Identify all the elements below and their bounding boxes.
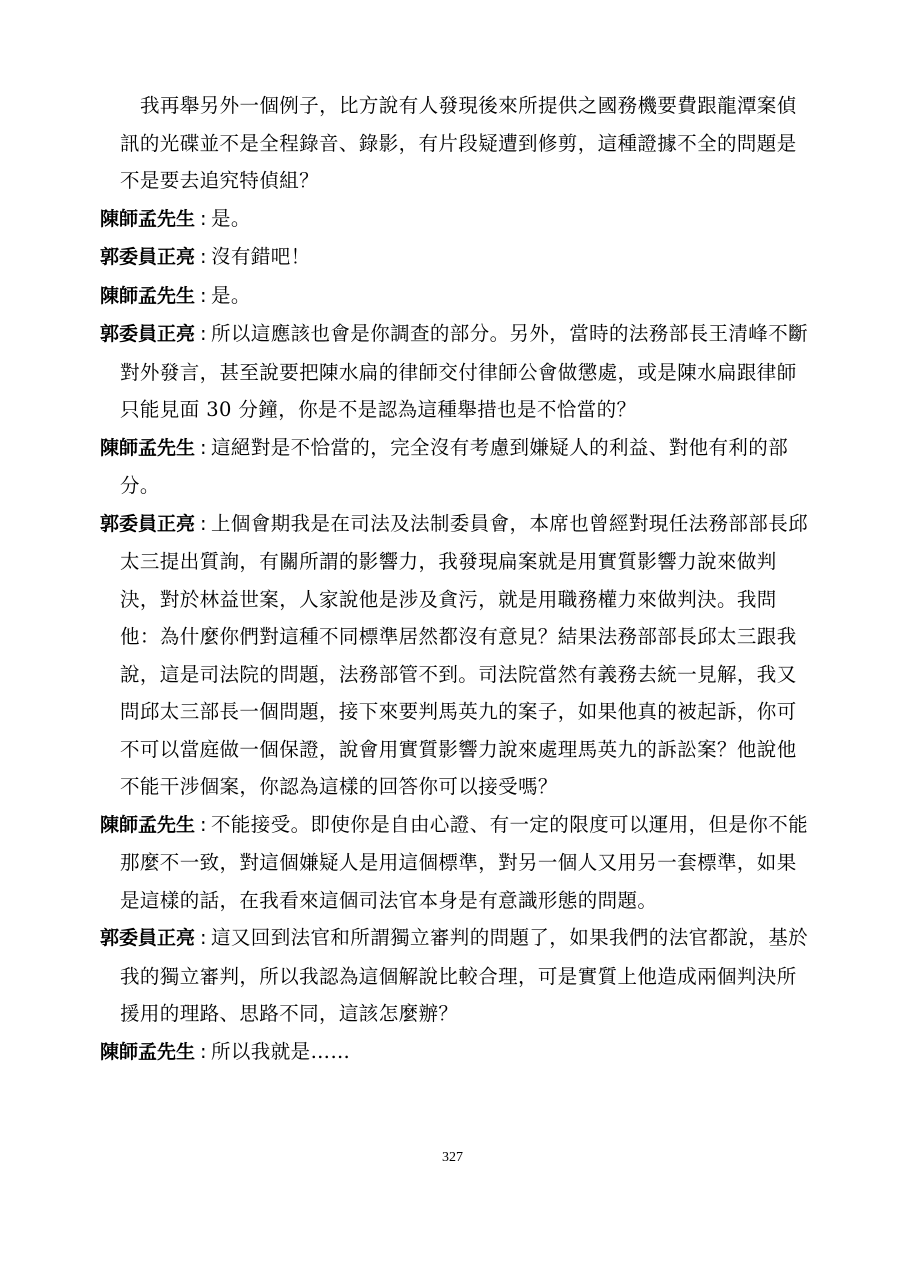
speech-text: 是。 xyxy=(211,206,251,230)
speaker-colon: : xyxy=(200,812,207,836)
dialogue-turn xyxy=(100,315,812,429)
dialogue-turn xyxy=(100,429,812,505)
speech-text: 這又回到法官和所謂獨立審判的問題了，如果我們的法官都說，基於我的獨立審判，所以我認為這個解說比較合理，可是實質上他造成兩個判決所援用的理路、思路不同，這該怎麼辦？ xyxy=(120,926,809,1025)
dialogue-turn xyxy=(100,806,812,920)
speaker-name: 陳師孟先生 xyxy=(100,813,196,836)
speaker-colon: : xyxy=(200,1039,207,1063)
speech-text: 這絕對是不恰當的，完全沒有考慮到嫌疑人的利益、對他有利的部分。 xyxy=(120,435,789,497)
dialogue-turn xyxy=(100,238,812,277)
speaker-name: 陳師孟先生 xyxy=(100,284,196,307)
page-number: 327 xyxy=(442,1150,463,1165)
speaker-colon: : xyxy=(200,322,207,345)
speech-text: 上個會期我是在司法及法制委員會，本席也曾經對現任法務部部長邱太三提出質詢，有關所謂的影響力，我發現扁案就是用實質影響力說來做判決，對於林益世案，人家說他是涉及貪污，就是用職務權力來做判決。我問他：為什麼你們對這種不同標準居然都沒有意見？結果法務部部長邱太三跟我說，這是司法院的問題，法務部管不到。司法院當然有義務去統一見解，我又問邱太三部長一個問題，接下來要判馬英九的案子，如果他真的被起訴，你可不可以當庭做一個保證，說會用實質影響力說來處理馬英九的訴訟案？他說他不能干涉個案，你認為這樣的回答你可以接受嗎？ xyxy=(120,511,809,798)
speaker-name: 郭委員正亮 xyxy=(100,246,196,268)
dialogue-turn xyxy=(100,505,812,806)
transcript-body xyxy=(100,87,812,1071)
dialogue-turns xyxy=(100,200,812,1072)
speaker-colon: : xyxy=(200,206,207,230)
speech-text: 所以這應該也會是你調查的部分。另外，當時的法務部長王清峰不斷對外發言，甚至說要把陳水扁的律師交付律師公會做懲處，或是陳水扁跟律師只能見面 30 分鐘，你是不是認為這種舉措也是不恰當的？ xyxy=(120,322,809,421)
speech-text: 所以我就是…… xyxy=(211,1039,351,1063)
dialogue-turn xyxy=(100,277,812,316)
dialogue-turn xyxy=(100,200,812,239)
speaker-colon: : xyxy=(200,926,207,949)
speech-text: 沒有錯吧！ xyxy=(211,245,311,268)
speaker-colon: : xyxy=(200,245,207,268)
dialogue-turn xyxy=(100,919,812,1033)
intro-paragraph: 我再舉另外一個例子，比方說有人發現後來所提供之國務機要費跟龍潭案偵訊的光碟並不是全程錄音、錄影，有片段疑遭到修剪，這種證據不全的問題是不是要去追究特偵組？ xyxy=(120,94,797,192)
speaker-name: 陳師孟先生 xyxy=(100,436,196,459)
speaker-name: 郭委員正亮 xyxy=(100,927,196,949)
speaker-colon: : xyxy=(200,283,207,307)
speech-text: 不能接受。即使你是自由心證、有一定的限度可以運用，但是你不能那麼不一致，對這個嫌疑人是用這個標準，對另一個人又用另一套標準，如果是這樣的話，在我看來這個司法官本身是有意識形態的問題。 xyxy=(120,812,809,912)
speaker-colon: : xyxy=(200,435,207,459)
speaker-colon: : xyxy=(200,511,207,535)
speaker-name: 陳師孟先生 xyxy=(100,1040,196,1063)
speaker-name: 郭委員正亮 xyxy=(100,512,196,535)
speech-text: 是。 xyxy=(211,283,251,307)
speaker-name: 陳師孟先生 xyxy=(100,207,196,230)
speaker-name: 郭委員正亮 xyxy=(100,323,196,345)
dialogue-turn xyxy=(100,1033,812,1072)
